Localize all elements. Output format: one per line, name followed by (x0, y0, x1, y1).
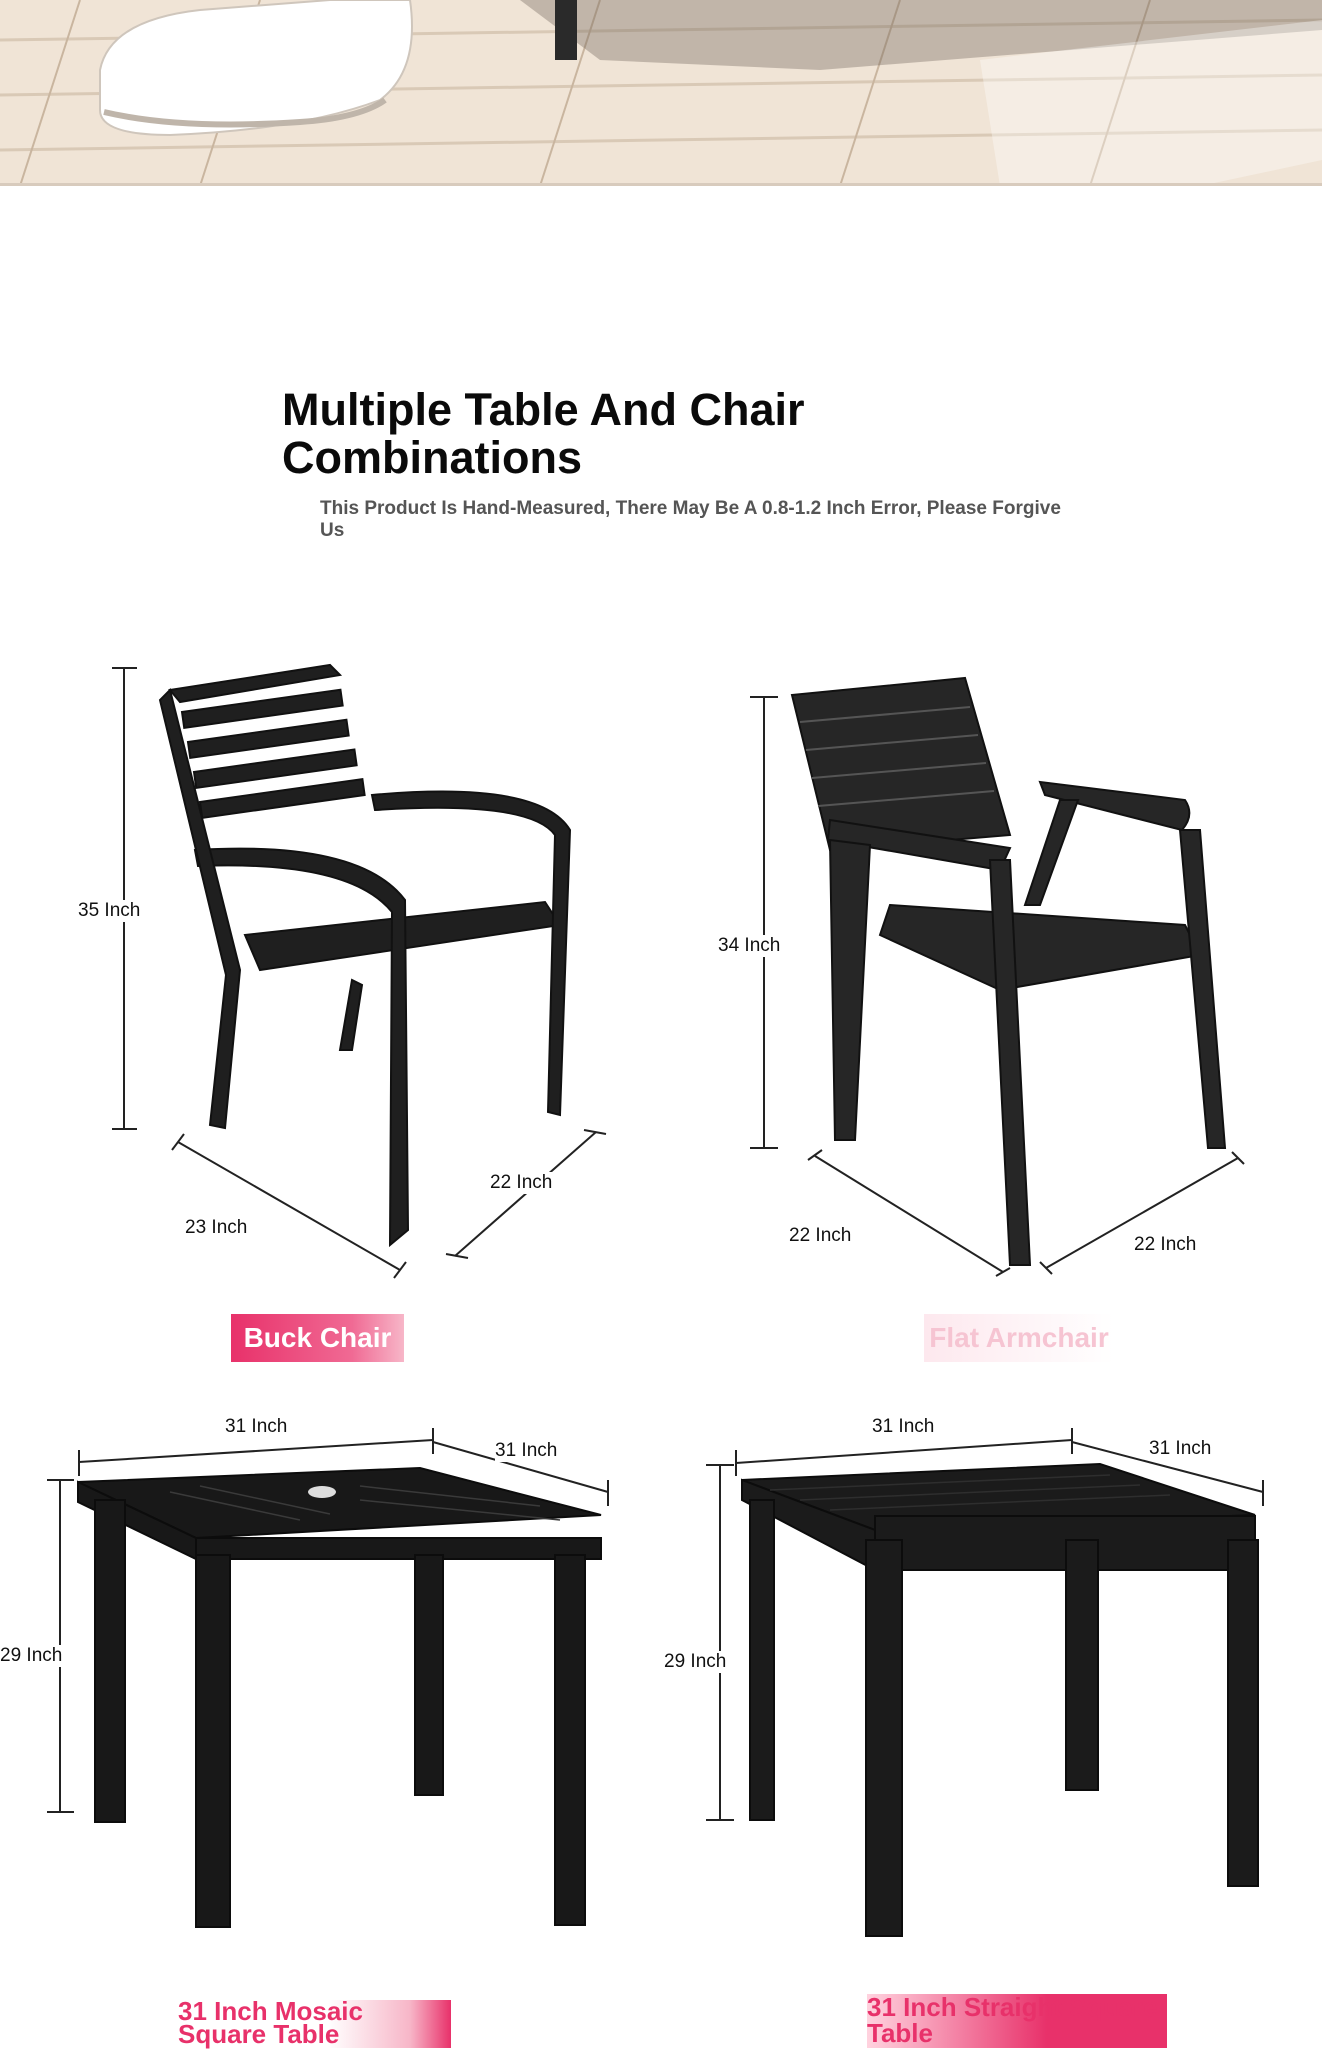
flat-armchair-image (661, 640, 1322, 1360)
product-straight-square-table (661, 1400, 1322, 2048)
section-title (282, 386, 1042, 482)
buck-chair-name-badge: Buck Chair (231, 1314, 404, 1362)
flat-armchair-depth-label: 22 Inch (1134, 1234, 1197, 1255)
flat-armchair-height-label: 34 Inch (718, 935, 781, 956)
product-buck-chair (0, 640, 661, 1360)
mosaic-table-name-line-1: 31 Inch Mosaic (178, 1996, 363, 2026)
straight-table-name-line-1: 31 Inch Straight Square (867, 1992, 1158, 2022)
flat-armchair-width-label: 22 Inch (789, 1225, 852, 1246)
product-mosaic-square-table (0, 1400, 661, 2048)
straight-table-width-label: 31 Inch (872, 1416, 935, 1437)
section-title-line-2: Combinations (282, 432, 582, 483)
product-flat-armchair (661, 640, 1322, 1360)
buck-chair-image (0, 640, 661, 1360)
mosaic-table-name-badge (178, 1996, 451, 2049)
straight-table-name-line-2: Table (867, 2018, 933, 2048)
mosaic-table-name-line-2: Square Table (178, 2019, 340, 2049)
hero-photo (0, 0, 1322, 186)
section-title-line-1: Multiple Table And Chair (282, 384, 805, 435)
deck-floor-image (0, 0, 1322, 186)
straight-table-depth-label: 31 Inch (1149, 1438, 1212, 1459)
buck-chair-width-label: 23 Inch (185, 1217, 248, 1238)
measurement-disclaimer: This Product Is Hand-Measured, There May Be A 0.8-1.2 Inch Error, Please Forgive Us (320, 498, 1061, 541)
mosaic-table-height-label: 29 Inch (0, 1645, 63, 1666)
straight-table-height-label: 29 Inch (664, 1651, 727, 1672)
straight-table-name-badge (867, 1994, 1167, 2048)
flat-armchair-name-badge: Flat Armchair (924, 1314, 1114, 1362)
straight-table-image (661, 1400, 1322, 2048)
buck-chair-height-label: 35 Inch (78, 900, 141, 921)
mosaic-table-width-label: 31 Inch (225, 1416, 288, 1437)
mosaic-table-image (0, 1400, 661, 2048)
mosaic-table-depth-label: 31 Inch (495, 1440, 558, 1461)
buck-chair-depth-label: 22 Inch (490, 1172, 553, 1193)
